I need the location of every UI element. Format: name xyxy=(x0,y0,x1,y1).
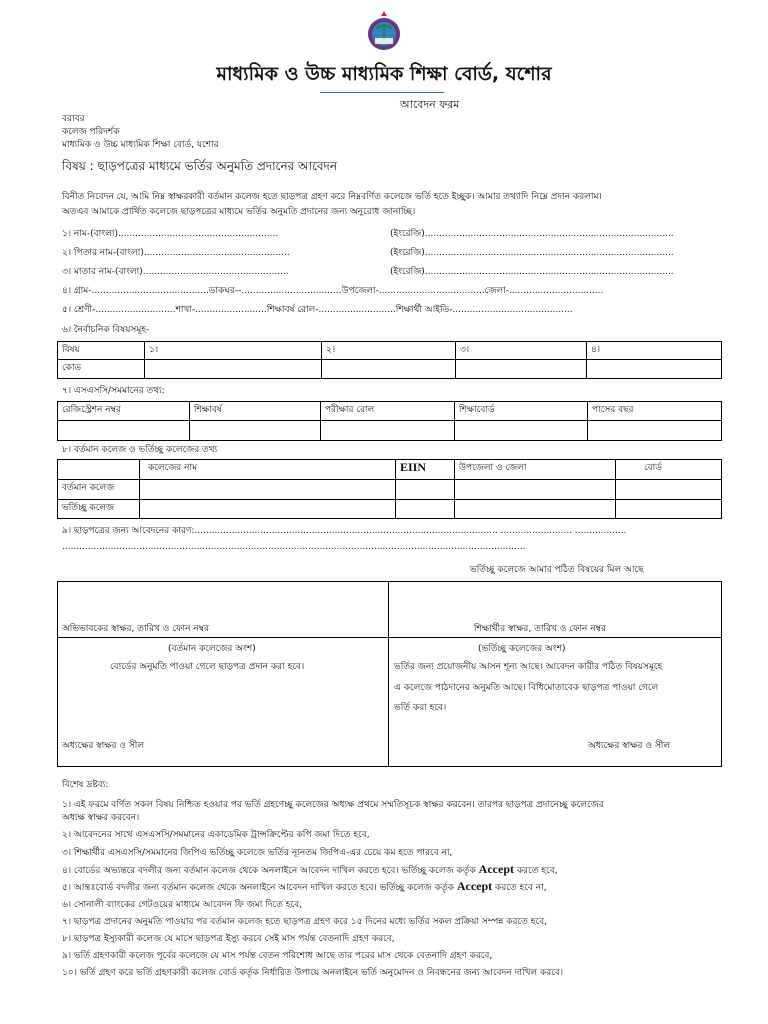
ssc-cell[interactable] xyxy=(58,421,190,441)
section-divider-h xyxy=(57,637,721,638)
intro-line-2: অতএব আমাকে প্রার্থিত কলেজে ছাড়পত্রের মাধ্যমে ভর্তির অনুমতি প্রদানের জন্য অনুরোধ জানাচ্ছি। xyxy=(62,207,416,217)
note-3: ৩। শিক্ষার্থীর এসএসসি/সমমানের জিপিএ ভর্তিচ্ছু কলেজে ভর্তির ন্যূনতম জিপিএ-এর চেয়ে কম হতে পারবে না, xyxy=(62,848,453,858)
notes-heading: বিশেষ দ্রষ্টব্য: xyxy=(62,780,109,790)
board-title: মাধ্যমিক ও উচ্চ মাধ্যমিক শিক্ষা বোর্ড, যশোর xyxy=(216,63,552,85)
note-2: ২। আবেদনের সাথে এসএসসি/সমমানের একাডেমিক ট্রান্সক্রিপ্টের কপি জমা দিতে হবে, xyxy=(62,830,370,840)
college-cell[interactable] xyxy=(140,480,396,500)
desired-principal-sign: অধ্যক্ষের স্বাক্ষর ও সীল xyxy=(588,741,671,751)
note-5-text: ৫। আন্তঃবোর্ড বদলীর জন্য বর্তমান কলেজ থেকে অনলাইনে আবেদন দাখিল করতে হবে। ভর্তিচ্ছু কলেজ কর্তৃক xyxy=(62,883,454,893)
note-7: ৭। ছাড়পত্র প্রদানের অনুমতি পাওয়ার পর বর্তমান কলেজ হতে ছাড়পত্র গ্রহণ করে ১৫ দিনের মধ্যে ভর্তির সকল প্রক্রিয়া সম্পন্ন করতে হবে, xyxy=(62,917,547,927)
field-class[interactable]: ৫। শ্রেণী-............................শাখা-.........................শিক্ষাবর্ষ রোল-...........................শিক্ষার্থী আইডি-.......................................... xyxy=(62,305,573,315)
desired-college-label: ভর্তিচ্ছু কলেজ xyxy=(58,500,140,519)
college-header-eiin: EIIN xyxy=(396,460,455,480)
subject-line: বিষয় : ছাড়পত্রের মাধ্যমে ভর্তির অনুমতি প্রদানের আবেদন xyxy=(62,159,338,173)
current-college-heading: (বর্তমান কলেজের অংশ) xyxy=(168,644,256,654)
desired-college-line-3: ভর্তি করা হবে। xyxy=(394,703,447,713)
field-village[interactable]: ৪। গ্রাম-.........................................ডাকঘর--...................................উপজেলা-.....................................জেলা-................................. xyxy=(62,286,604,296)
subjects-table xyxy=(57,341,722,379)
current-college-label: বর্তমান কলেজ xyxy=(58,480,140,500)
reason-line-1[interactable]: ৯। ছাড়পত্রের জন্য আবেদনের কারণ:.......................................................................................................... ......................... .................. xyxy=(62,526,627,536)
subjects-header: বিষয় xyxy=(58,342,145,360)
field-optional-subjects: ৬। নৈর্বাচনিক বিষয়সমূহ- xyxy=(62,325,150,335)
subject-cell-2[interactable]: ২। xyxy=(322,342,456,360)
accept-keyword: Accept xyxy=(478,862,514,876)
subject-cell-1[interactable]: ১। xyxy=(145,342,322,360)
ssc-cell[interactable] xyxy=(455,421,588,441)
ssc-header-passing-year: পাসের বছর xyxy=(588,402,722,421)
ssc-header-roll: পরীক্ষার রোল xyxy=(321,402,455,421)
guardian-signature-label: অভিভাবকের স্বাক্ষর, তারিখ ও ফোন নম্বর xyxy=(62,624,210,634)
college-cell[interactable] xyxy=(455,480,616,500)
current-principal-sign: অধ্যক্ষের স্বাক্ষর ও সীল xyxy=(62,741,145,751)
college-cell[interactable] xyxy=(396,500,455,519)
college-header-name: কলেজের নাম xyxy=(140,460,396,480)
code-cell-2[interactable] xyxy=(322,360,456,379)
address-line-1: বরাবর xyxy=(62,114,85,124)
code-cell-1[interactable] xyxy=(145,360,322,379)
subject-match-note: ভর্তিচ্ছু কলেজে আমার পঠিত বিষয়ের মিল আছে xyxy=(470,565,644,575)
code-header: কোড xyxy=(58,360,145,379)
section-divider xyxy=(388,581,389,766)
college-header-upazila: উপজেলা ও জেলা xyxy=(455,460,616,480)
college-table xyxy=(57,459,722,519)
ssc-header-session: শিক্ষাবর্ষ xyxy=(190,402,321,421)
note-5 xyxy=(62,879,547,895)
address-line-2: কলেজ পরিদর্শক xyxy=(62,127,120,137)
ssc-header-registration: রেজিস্ট্রেশন নম্বর xyxy=(58,402,190,421)
college-header-board: বোর্ড xyxy=(616,460,722,480)
field-father-en[interactable]: (ইংরেজি)....................................................................................... xyxy=(390,248,674,258)
code-cell-3[interactable] xyxy=(456,360,587,379)
field-name-en[interactable]: (ইংরেজি)....................................................................................... xyxy=(390,229,674,239)
college-cell[interactable] xyxy=(396,480,455,500)
code-cell-4[interactable] xyxy=(587,360,722,379)
college-cell[interactable] xyxy=(616,500,722,519)
student-signature-label: শিক্ষার্থীর স্বাক্ষর, তারিখ ও ফোন নম্বর xyxy=(474,624,606,634)
subject-cell-3[interactable]: ৩। xyxy=(456,342,587,360)
address-line-3: মাধ্যমিক ও উচ্চ মাধ্যমিক শিক্ষা বোর্ড, যশোর xyxy=(62,140,219,150)
note-1a: ১। এই ফরমে বর্ণিত সকল বিষয় নিশ্চিত হওয়ার পর ভর্তি গ্রহণেচ্ছু কলেজের অধ্যক্ষ প্রথমে সম্মতিসূচক স্বাক্ষর করবেন। তারপর ছাড়পত্র প্রদানেচ্ছু কলেজের xyxy=(62,800,604,810)
ssc-cell[interactable] xyxy=(190,421,321,441)
college-cell[interactable] xyxy=(455,500,616,519)
field-father[interactable]: ২। পিতার নাম-(বাংলা)................................................... xyxy=(62,248,290,258)
note-6: ৬। সোনালী ব্যাংকের গেটওয়ের মাধ্যমে আবেদন ফি জমা দিতে হবে, xyxy=(62,900,302,910)
reason-line-2[interactable]: .................................................................................................................................................................. xyxy=(62,542,526,552)
college-cell[interactable] xyxy=(616,480,722,500)
note-4-end: করতে হবে, xyxy=(516,866,558,876)
ssc-header-board: শিক্ষাবোর্ড xyxy=(455,402,588,421)
desired-college-line-2: এ কলেজে পাঠদানের অনুমতি আছে। বিধিমোতাবেক ছাড়পত্র পাওয়া গেলে xyxy=(394,683,659,693)
note-10: ১০। ভর্তি গ্রহণ করে ভর্তি গ্রহণকারী কলেজ বোর্ড কর্তৃক নির্ধারিত উপায়ে অনলাইনে ভর্তি অনুমোদন ও নিবন্ধনের জন্য আবেদন দাখিল করবে। xyxy=(62,968,564,978)
current-college-text: বোর্ডের অনুমতি পাওয়া গেলে ছাড়পত্র প্রদান করা হবে। xyxy=(110,662,305,672)
college-cell[interactable] xyxy=(140,500,396,519)
accept-keyword: Accept xyxy=(456,879,493,893)
note-9: ৯। ভর্তি গ্রহণকারী কলেজ পূর্বের কলেজে যে মাস পর্যন্ত বেতন পরিশোধ আছে তার পরের মাস থেকে বেতনাদি গ্রহণ করবে, xyxy=(62,951,493,961)
note-1b: অধ্যক্ষ স্বাক্ষর করবেন। xyxy=(62,813,140,823)
desired-college-line-1: ভর্তির জন্য প্রয়োজনীয় আসন শূন্য আছে। আবেদন কারীর পঠিত বিষয়সমূহে xyxy=(394,662,663,672)
note-8: ৮। ছাড়পত্র ইস্যুকারী কলেজ যে মাসে ছাড়পত্র ইস্যু করবে সেই মাস পর্যন্ত বেতনাদি গ্রহণ করবে, xyxy=(62,934,395,944)
field-mother[interactable]: ৩। মাতার নাম-(বাংলা)................................................... xyxy=(62,267,289,277)
note-4 xyxy=(62,862,558,878)
title-underline xyxy=(320,92,444,93)
subject-cell-4[interactable]: ৪। xyxy=(587,342,722,360)
board-logo-icon xyxy=(366,10,402,52)
ssc-cell[interactable] xyxy=(321,421,455,441)
desired-college-heading: (ভর্তিচ্ছু কলেজের অংশ) xyxy=(478,644,566,654)
field-mother-en[interactable]: (ইংরেজি)....................................................................................... xyxy=(390,267,674,277)
form-title: আবেদন ফরম xyxy=(400,98,460,111)
ssc-cell[interactable] xyxy=(588,421,722,441)
intro-line-1: বিনীত নিবেদন যে, আমি নিম্ন স্বাক্ষরকারী বর্তমান কলেজ হতে ছাড়পত্র গ্রহণ করে নিম্নবর্ণিত কলেজে ভর্তি হতে ইচ্ছুক। আমার তথ্যাদি নিম্নে প্রদান করলাম। xyxy=(62,192,602,202)
note-4-text: ৪। বোর্ডের অভ্যন্তরে বদলীর জন্য বর্তমান কলেজ থেকে অনলাইনে আবেদন দাখিল করতে হবে। ভর্তিচ্ছু কলেজ কর্তৃক xyxy=(62,866,476,876)
note-5-end: করতে হবে না, xyxy=(495,883,547,893)
college-header-blank xyxy=(58,460,140,480)
college-info-label: ৮। বর্তমান কলেজ ও ভর্তিচ্ছু কলেজের তথ্য xyxy=(62,445,218,455)
ssc-label: ৭। এসএসসি/সমমানের তথ্য: xyxy=(62,386,165,396)
ssc-table xyxy=(57,401,722,441)
field-name[interactable]: ১। নাম-(বাংলা)........................................................ xyxy=(62,229,279,239)
